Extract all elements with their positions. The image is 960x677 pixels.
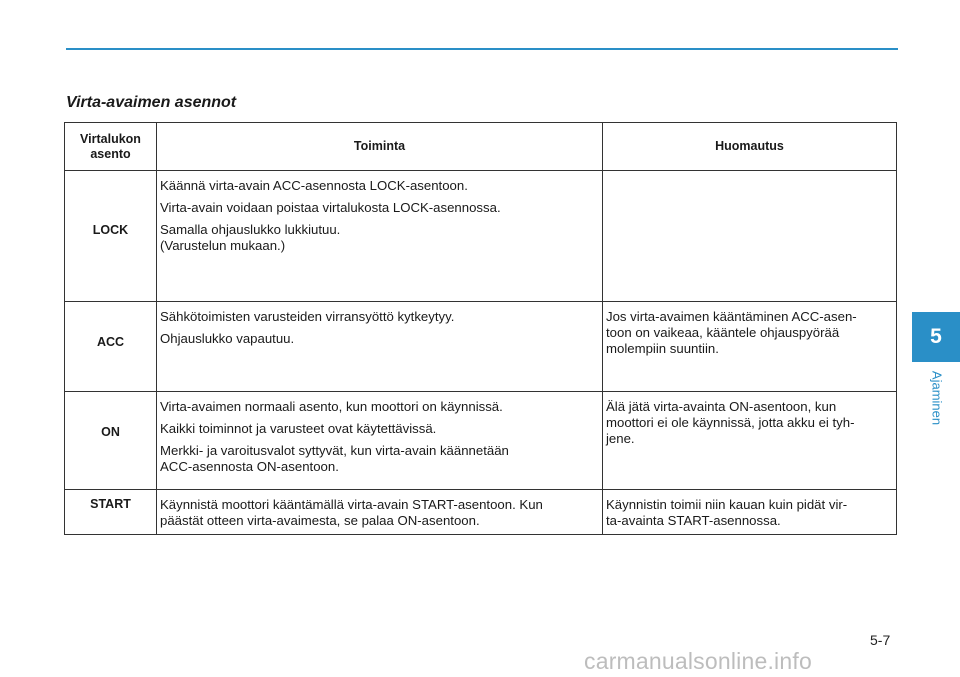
page-number: 5-7 bbox=[870, 632, 891, 648]
position-cell: START bbox=[65, 490, 157, 535]
note-cell bbox=[603, 392, 897, 490]
function-text: Virta-avaimen normaali asento, kun moottori on käynnissä. bbox=[160, 399, 503, 414]
table-row bbox=[65, 171, 897, 302]
function-text: Samalla ohjauslukko lukkiutuu. (Varustelun mukaan.) bbox=[160, 222, 341, 253]
function-text: Käännä virta-avain ACC-asennosta LOCK-asentoon. bbox=[160, 178, 468, 193]
function-cell bbox=[157, 302, 603, 392]
function-text: Sähkötoimisten varusteiden virransyöttö kytkeytyy. bbox=[160, 309, 455, 324]
note-text: Jos virta-avaimen kääntäminen ACC-asen- toon on vaikeaa, kääntele ohjauspyörää molempiin suuntiin. bbox=[606, 309, 857, 356]
function-text: Merkki- ja varoitusvalot syttyvät, kun virta-avain käännetään ACC-asennosta ON-asentoon. bbox=[160, 443, 509, 474]
table-row bbox=[65, 302, 897, 392]
position-cell: ON bbox=[65, 392, 157, 490]
function-text: Ohjauslukko vapautuu. bbox=[160, 331, 295, 346]
function-text: Kaikki toiminnot ja varusteet ovat käytettävissä. bbox=[160, 421, 437, 436]
function-text: Käynnistä moottori kääntämällä virta-avain START-asentoon. Kun päästät otteen virta-avaimesta, se palaa ON-asentoon. bbox=[160, 497, 543, 528]
position-cell: ACC bbox=[65, 302, 157, 392]
note-cell bbox=[603, 302, 897, 392]
header-rule bbox=[66, 48, 898, 50]
table-row bbox=[65, 392, 897, 490]
note-text: Käynnistin toimii niin kauan kuin pidät vir- ta-avainta START-asennossa. bbox=[606, 497, 848, 528]
header-position bbox=[65, 123, 157, 171]
note-cell bbox=[603, 490, 897, 535]
note-cell bbox=[603, 171, 897, 302]
section-title: Virta-avaimen asennot bbox=[66, 94, 237, 111]
header-note: Huomautus bbox=[603, 123, 897, 171]
ignition-positions-table bbox=[64, 122, 897, 535]
note-text: Älä jätä virta-avainta ON-asentoon, kun moottori ei ole käynnissä, jotta akku ei tyh- jene. bbox=[606, 399, 855, 446]
position-cell: LOCK bbox=[65, 171, 157, 302]
function-text: Virta-avain voidaan poistaa virtalukosta LOCK-asennossa. bbox=[160, 200, 501, 215]
chapter-number-tab: 5 bbox=[912, 312, 960, 362]
function-cell bbox=[157, 171, 603, 302]
function-cell bbox=[157, 392, 603, 490]
chapter-label: Ajaminen bbox=[929, 370, 945, 426]
table-row bbox=[65, 490, 897, 535]
header-position-text: Virtalukon asento bbox=[80, 131, 141, 161]
watermark: carmanualsonline.info bbox=[584, 648, 812, 674]
table-header-row bbox=[65, 123, 897, 171]
header-function: Toiminta bbox=[157, 123, 603, 171]
function-cell bbox=[157, 490, 603, 535]
